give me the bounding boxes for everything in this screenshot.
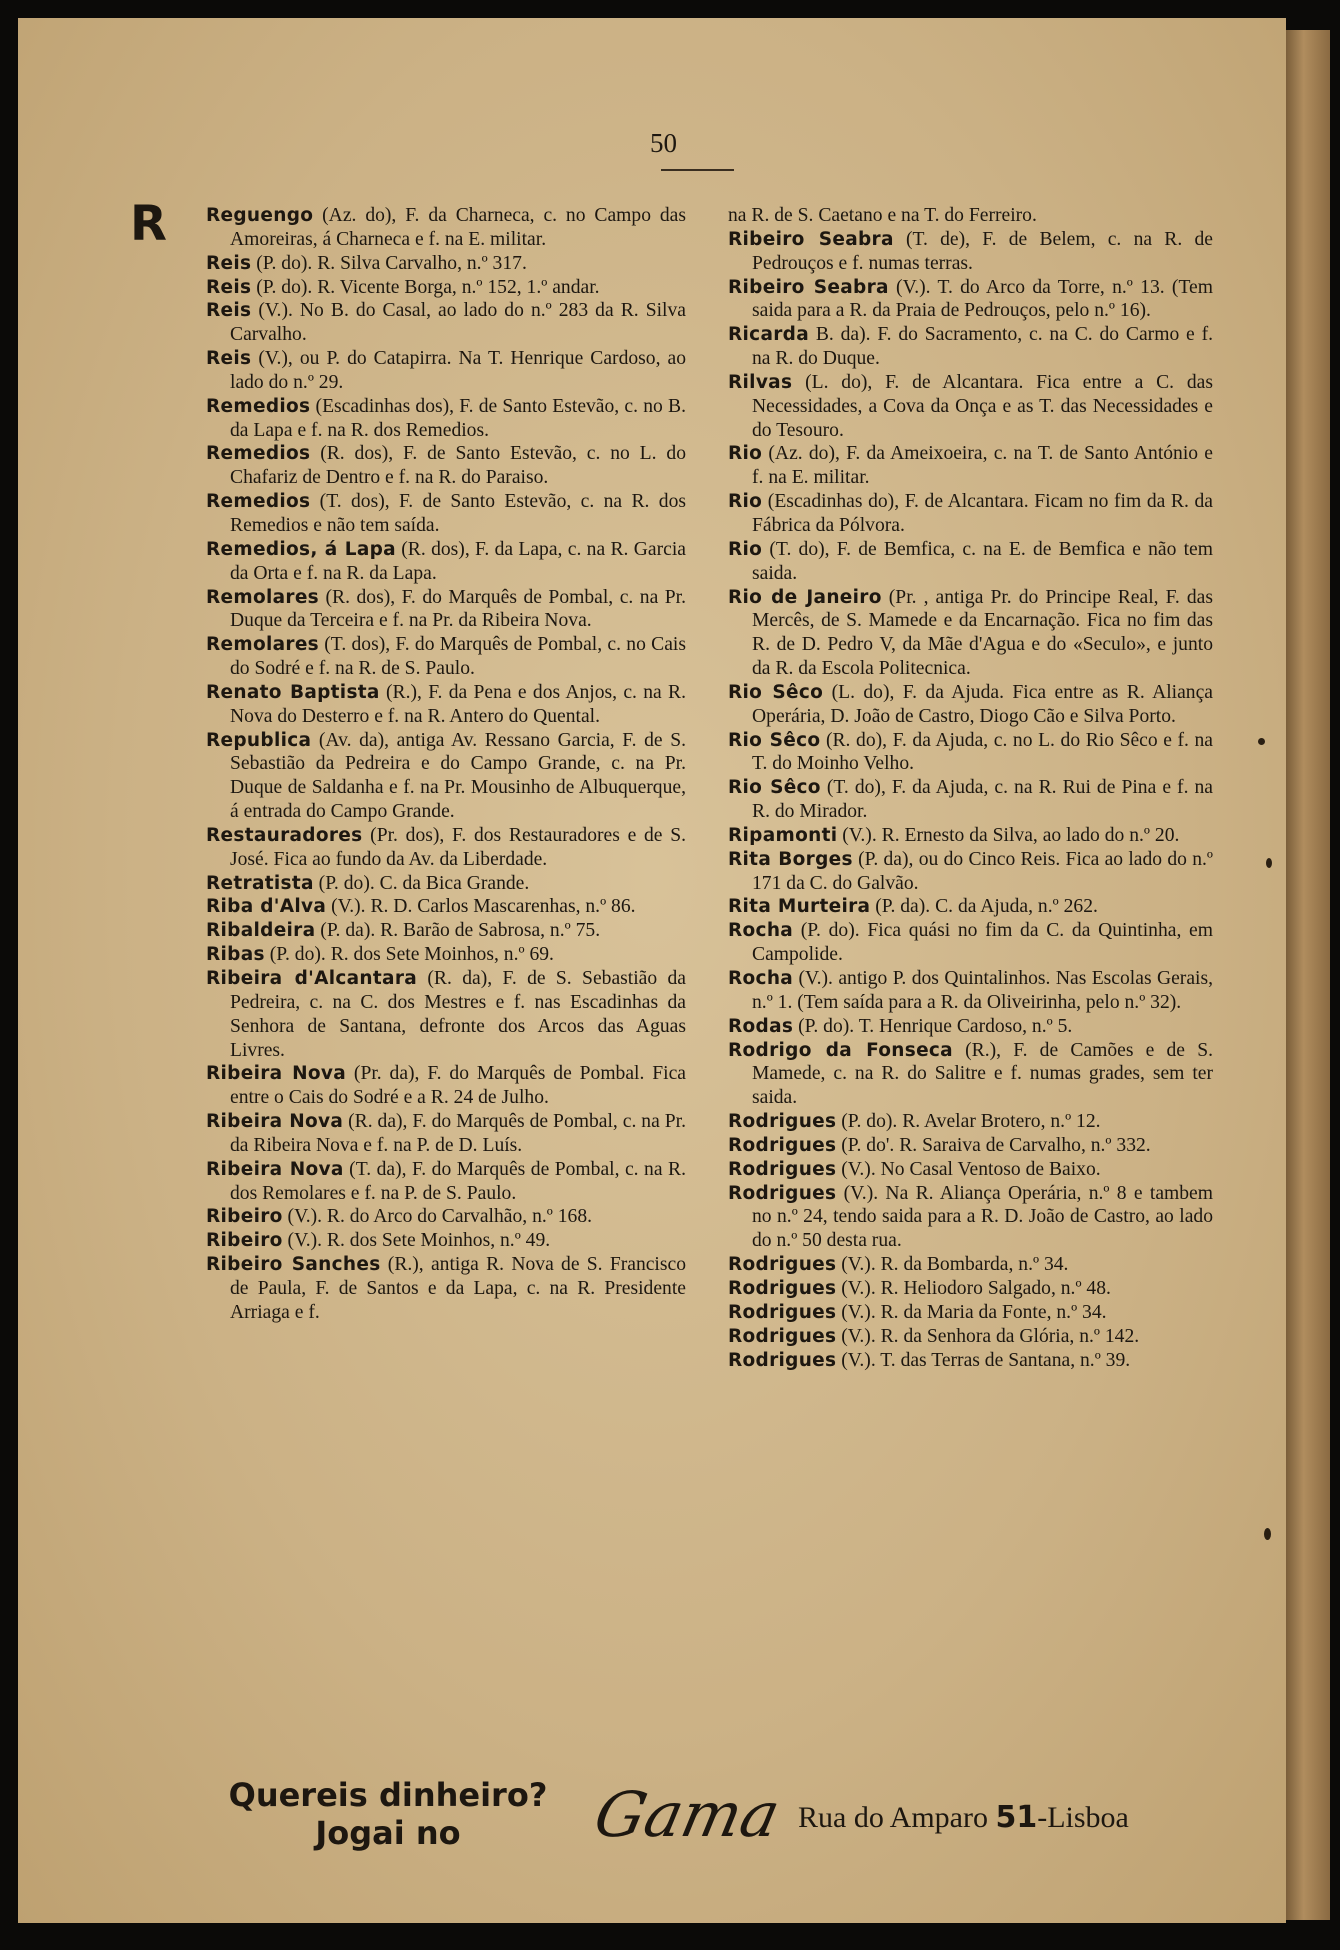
entry-headword: Rodrigues [728,1325,837,1347]
entry-text: (P. da). C. da Ajuda, n.º 262. [870,896,1098,918]
entry-text: B. da). F. do Sacramento, c. na C. do Carmo e f. na R. do Duque. [752,324,1213,370]
entry [206,872,686,896]
entry-text: (P. do). R. Avelar Brotero, n.º 12. [836,1111,1101,1133]
entry-headword: Rio Sêco [728,681,824,703]
document-page [18,18,1286,1923]
entry-text: (V.). R. D. Carlos Mascarenhas, n.º 86. [326,896,636,918]
entry-headword: Rita Murteira [728,896,871,918]
entry-text: (Pr. , antiga Pr. do Principe Real, F. das Mercês, de S. Mamede e da Encarnação. Fica no fim das R. de D. Pedro V, da Mãe d'Agua e do «Seculo», e junto da R. da Escola Politecnica. [752,586,1213,680]
entry-text: (V.). R. do Arco do Carvalhão, n.º 168. [282,1206,593,1228]
ad-line-1: Quereis dinheiro? [228,1776,548,1814]
entry [206,633,686,681]
entry-text: (R.), antiga R. Nova de S. Francisco de Paula, F. de Santos e da Lapa, c. na R. Presidente Arriaga e f. [230,1254,686,1323]
entry [206,1229,686,1253]
entry-text: (P. da), ou do Cinco Reis. Fica ao lado do n.º 171 da C. do Galvão. [752,848,1214,894]
entry-headword: Ribeiro Seabra [728,276,889,298]
entry [728,586,1213,681]
ink-speck [1266,858,1272,868]
entry-headword: Ribeiro Sanches [206,1254,381,1276]
entry [728,1301,1213,1325]
entry-headword: Remolares [206,634,319,656]
entry [728,371,1213,443]
entry [206,347,686,395]
entry-headword: Ribeira d'Alcantara [206,968,418,989]
entry-headword: Rodas [728,1015,794,1037]
entry [728,323,1213,371]
entry-headword: Ripamonti [728,824,838,846]
entry [206,1062,686,1110]
entry-headword: Republica [206,729,312,751]
entry-headword: Rodrigues [728,1134,837,1156]
entry-text: (T. da), F. do Marquês de Pombal, c. na R. dos Remolares e f. na P. de S. Paulo. [230,1158,686,1204]
entry [206,299,686,347]
entry-headword: Reis [206,252,252,274]
entry [206,490,686,538]
entry-headword: Riba d'Alva [206,896,327,918]
entry-text: (V.). R. dos Sete Moinhos, n.º 49. [282,1230,551,1252]
entry [728,228,1213,276]
entry-headword: Rita Borges [728,848,853,870]
entry-text: (P. do). R. Silva Carvalho, n.º 317. [251,252,527,274]
entry [206,538,686,586]
entry [728,681,1213,729]
entry [728,824,1213,848]
entry [728,538,1213,586]
entry [728,1015,1213,1039]
entry [206,895,686,919]
entry-headword: Ribeira Nova [206,1063,347,1085]
entry-text: (R. dos), F. da Lapa, c. na R. Garcia da Orta e f. na R. da Lapa. [230,538,686,584]
entry-headword: Renato Baptista [206,681,380,703]
page-number: 50 [650,128,677,158]
entry-text: (T. de), F. de Belem, c. na R. de Pedrouços e f. numas terras. [752,228,1213,274]
entry-text: (P. do'. R. Saraiva de Carvalho, n.º 332. [836,1134,1151,1156]
ad-line-2: Jogai no [315,1814,461,1852]
entry-headword: Rio Sêco [728,729,821,751]
entry-headword: Rodrigues [728,1301,837,1323]
entry [206,919,686,943]
entry-text: (P. do). R. dos Sete Moinhos, n.º 69. [264,944,554,966]
entry-headword: Rodrigues [728,1158,837,1180]
entry-headword: Retratista [206,872,314,894]
entry-headword: Rodrigues [728,1254,837,1276]
entry-text: (V.). T. do Arco da Torre, n.º 13. (Tem saida para a R. da Praia de Pedrouços, pelo n.º 16). [752,276,1213,322]
entry-text: (Escadinhas dos), F. de Santo Estevão, c. no B. da Lapa e f. na R. dos Remedios. [230,395,686,441]
entry [728,276,1213,324]
entry-text: (P. do). Fica quási no fim da C. da Quintinha, em Campolide. [752,920,1213,966]
entry-text: (L. do), F. de Alcantara. Fica entre a C. das Necessidades, a Cova da Onça e as T. das Necessidades e do Tesouro. [752,371,1213,441]
entry-headword: Rodrigues [728,1277,837,1299]
entry-headword: Rodrigues [728,1182,837,1204]
entry-headword: Remedios, á Lapa [206,538,396,560]
entry-text: (T. do), F. da Ajuda, c. na R. Rui de Pina e f. na R. do Mirador. [752,777,1213,823]
entry-text: (Av. da), antiga Av. Ressano Garcia, F. de S. Sebastião da Pedreira e do Campo Grande, c. na Pr. Duque de Saldanha e f. na Pr. Mousinho de Albuquerque, á entrada do Campo Grande. [230,729,686,823]
entry-headword: Rocha [728,968,794,989]
entry-headword: Rio [728,538,763,560]
entry-text: (V.). antigo P. dos Quintalinhos. Nas Escolas Gerais, n.º 1. (Tem saída para a R. da Oliveirinha, pelo n.º 32). [752,968,1213,1013]
entry-headword: Remedios [206,443,311,465]
entry [728,895,1213,919]
entry-headword: Ribeiro [206,1206,283,1228]
entry-text: (R. do), F. da Ajuda, c. no L. do Rio Sêco e f. na T. do Moinho Velho. [752,729,1214,775]
entry-headword: Ribaldeira [206,920,316,942]
entry [206,1205,686,1229]
entry [728,1110,1213,1134]
entry-text: (R. da), F. de S. Sebastião da Pedreira, c. na C. dos Mestres e f. nas Escadinhas da Senhora de Santana, defronte dos Arcos das Aguas Livres. [230,968,686,1061]
entry-headword: Restauradores [206,824,363,846]
page-number-rule [661,169,734,171]
entry-text: (P. do). T. Henrique Cardoso, n.º 5. [793,1015,1073,1037]
entry [728,1325,1213,1349]
entry [206,967,686,1062]
entry-headword: Remolares [206,586,319,608]
entry-text: (R. dos), F. do Marquês de Pombal, c. na Pr. Duque da Terceira e f. na Pr. da Ribeira Nova. [230,586,686,632]
entry-text: (R. dos), F. de Santo Estevão, c. no L. do Chafariz de Dentro e f. na R. do Paraiso. [230,443,686,489]
entry [206,204,686,252]
entry-text: (Az. do), F. da Ameixoeira, c. na T. de Santo António e f. na E. militar. [752,443,1213,489]
entry-text: (V.). R. da Bombarda, n.º 34. [836,1254,1069,1276]
entry [206,824,686,872]
entry [206,586,686,634]
entry-headword: Rio [728,443,763,465]
entry-text: (Az. do), F. da Charneca, c. no Campo das Amoreiras, á Charneca e f. na E. militar. [230,205,686,250]
entry-text: (L. do), F. da Ajuda. Fica entre as R. Aliança Operária, D. João de Castro, Diogo Cão e Silva Porto. [752,681,1213,727]
entry [728,1253,1213,1277]
entry [206,1110,686,1158]
entry [728,1277,1213,1301]
entry-text: (T. dos), F. de Santo Estevão, c. na R. dos Remedios e não tem saída. [230,491,686,536]
entry-headword: Reis [206,276,252,298]
entry [206,442,686,490]
entry-headword: Ribas [206,944,265,966]
entry [206,395,686,443]
ink-speck [1258,738,1265,745]
entry [206,943,686,967]
ink-speck [1264,1528,1271,1540]
entry-text: (R.), F. de Camões e de S. Mamede, c. na R. do Salitre e f. numas grades, sem ter saida. [752,1039,1213,1109]
entry-text: (V.). Na R. Aliança Operária, n.º 8 e tambem no n.º 24, tendo saida para a R. D. João de Castro, ao lado do n.º 50 desta rua. [752,1182,1213,1252]
entry [728,1039,1213,1111]
entry-text: (T. dos), F. do Marquês de Pombal, c. no Cais do Sodré e f. na R. de S. Paulo. [230,634,686,680]
entry-headword: Ribeiro Seabra [728,228,894,250]
entry-text: (V.). No B. do Casal, ao lado do n.º 283 da R. Silva Carvalho. [230,300,686,346]
entry-text: (V.). R. Heliodoro Salgado, n.º 48. [836,1277,1111,1299]
entry-headword: Rilvas [728,371,793,393]
entry [728,204,1213,228]
entry [728,1158,1213,1182]
entry [728,848,1213,896]
section-letter: R [130,196,167,252]
entry [206,729,686,824]
entry-headword: Rodrigues [728,1111,837,1133]
entry [728,967,1213,1015]
entry-text: (V.). No Casal Ventoso de Baixo. [836,1158,1101,1180]
entry [728,1134,1213,1158]
entry-text: (V.). R. Ernesto da Silva, ao lado do n.º 20. [837,824,1180,846]
entry-text: (T. do), F. de Bemfica, c. na E. de Bemfica e não tem saida. [752,538,1213,584]
entry-text: (P. da). R. Barão de Sabrosa, n.º 75. [315,920,601,942]
entry [728,1349,1213,1373]
entry [206,1253,686,1325]
entry [206,252,686,276]
entry-headword: Ribeira Nova [206,1158,344,1180]
ad-address-number: 51 [995,1800,1038,1835]
adjacent-page-edge [1286,30,1330,1920]
entry-text: (Escadinhas do), F. de Alcantara. Ficam no fim da R. da Fábrica da Pólvora. [752,491,1213,536]
ad-logo-gama: Gama [588,1778,787,1851]
entry-text: (V.), ou P. do Catapirra. Na T. Henrique Cardoso, ao lado do n.º 29. [230,348,686,393]
entry-text: (P. do). R. Vicente Borga, n.º 152, 1.º andar. [251,276,600,298]
entry-text: (V.). T. das Terras de Santana, n.º 39. [836,1349,1131,1371]
entry-headword: Rodrigues [728,1349,837,1371]
entry [206,681,686,729]
entry [728,919,1213,967]
entry-headword: Remedios [206,491,311,513]
ad-address [798,1800,1129,1836]
right-column [728,204,1213,1372]
entry [206,1158,686,1206]
entry [728,442,1213,490]
entry-headword: Reguengo [206,205,314,226]
entry-text: (R.), F. da Pena e dos Anjos, c. na R. Nova do Desterro e f. na R. Antero do Quental. [230,681,687,727]
entry-headword: Rio de Janeiro [728,586,882,608]
entry [728,776,1213,824]
entry-headword: Reis [206,348,252,370]
entry-headword: Rio [728,491,763,513]
entry-headword: Remedios [206,395,311,417]
entry-text: (P. do). C. da Bica Grande. [313,872,530,894]
entry [728,490,1213,538]
entry-text: (Pr. dos), F. dos Restauradores e de S. José. Fica ao fundo da Av. da Liberdade. [230,824,686,870]
entry-text: na R. de S. Caetano e na T. do Ferreiro. [728,205,1037,226]
entry-text: (V.). R. da Senhora da Glória, n.º 142. [836,1325,1140,1347]
ad-address-prefix: Rua do Amparo [798,1801,996,1834]
entry-headword: Rio Sêco [728,777,821,799]
advertisement [18,1776,1286,1856]
entry-text: (V.). R. da Maria da Fonte, n.º 34. [836,1301,1107,1323]
ad-slogan [198,1776,578,1852]
entry-headword: Rodrigo da Fonseca [728,1039,953,1061]
entry-headword: Ricarda [728,324,809,346]
entry [206,276,686,300]
entry-headword: Reis [206,300,252,322]
entry-headword: Ribeiro [206,1230,283,1252]
ad-address-suffix: -Lisboa [1037,1801,1129,1834]
entry-headword: Rocha [728,920,794,942]
left-column [206,204,686,1325]
entry [728,1182,1213,1254]
entry-text: (R. da), F. do Marquês de Pombal, c. na Pr. da Ribeira Nova e f. na P. de D. Luís. [230,1111,686,1156]
entry [728,729,1213,777]
entry-headword: Ribeira Nova [206,1111,344,1133]
entry-text: (Pr. da), F. do Marquês de Pombal. Fica entre o Cais do Sodré e a R. 24 de Julho. [230,1063,686,1109]
